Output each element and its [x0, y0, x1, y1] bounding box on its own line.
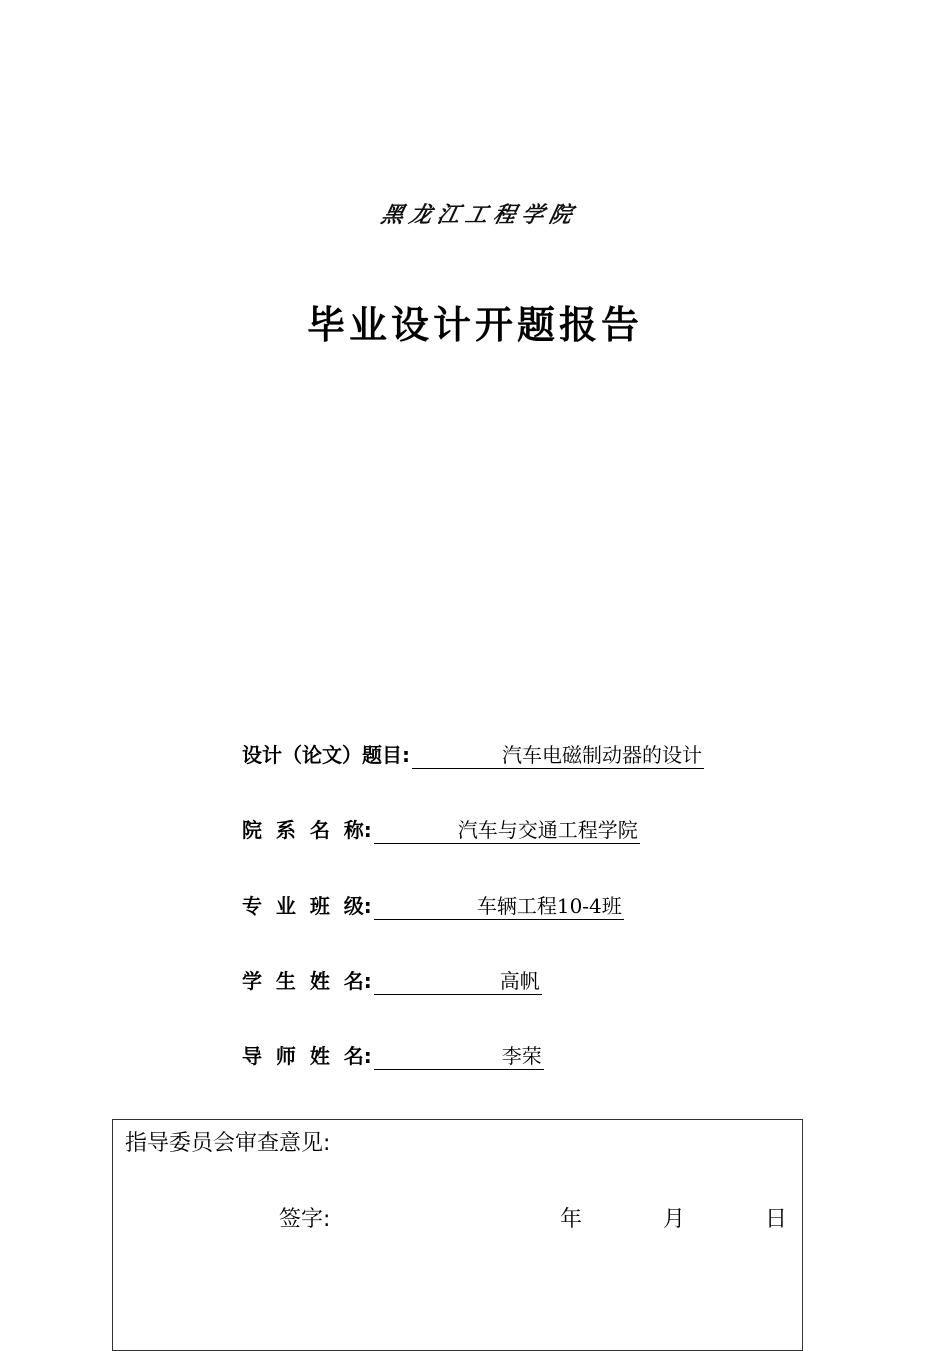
signature-label: 签字: [279, 1207, 331, 1232]
field-label: 学 生 姓 名: [242, 969, 372, 993]
school-logo [380, 196, 580, 236]
field-value: 汽车电磁制动器的设计 [412, 742, 704, 769]
field-label: 专 业 班 级: [242, 894, 372, 918]
field-student-name [242, 959, 542, 995]
committee-review-box [112, 1119, 803, 1351]
field-label: 设计（论文）题目: [242, 743, 410, 767]
field-thesis-title [242, 733, 704, 769]
field-department [242, 808, 640, 844]
document-title: 毕业设计开题报告 [306, 303, 643, 347]
review-title: 指导委员会审查意见: [125, 1131, 331, 1156]
field-value: 李荣 [374, 1043, 544, 1070]
field-class [242, 884, 624, 920]
year-label: 年 [560, 1207, 583, 1232]
field-value: 汽车与交通工程学院 [374, 817, 640, 844]
field-label: 院 系 名 称: [242, 818, 372, 842]
field-label: 导 师 姓 名: [242, 1044, 372, 1068]
day-label: 日 [765, 1207, 788, 1232]
field-value: 高帆 [374, 968, 542, 995]
field-value: 车辆工程10-4班 [374, 893, 624, 920]
school-name: 黑龙江工程学院 [378, 202, 581, 228]
month-label: 月 [663, 1207, 686, 1232]
field-advisor-name [242, 1034, 544, 1070]
